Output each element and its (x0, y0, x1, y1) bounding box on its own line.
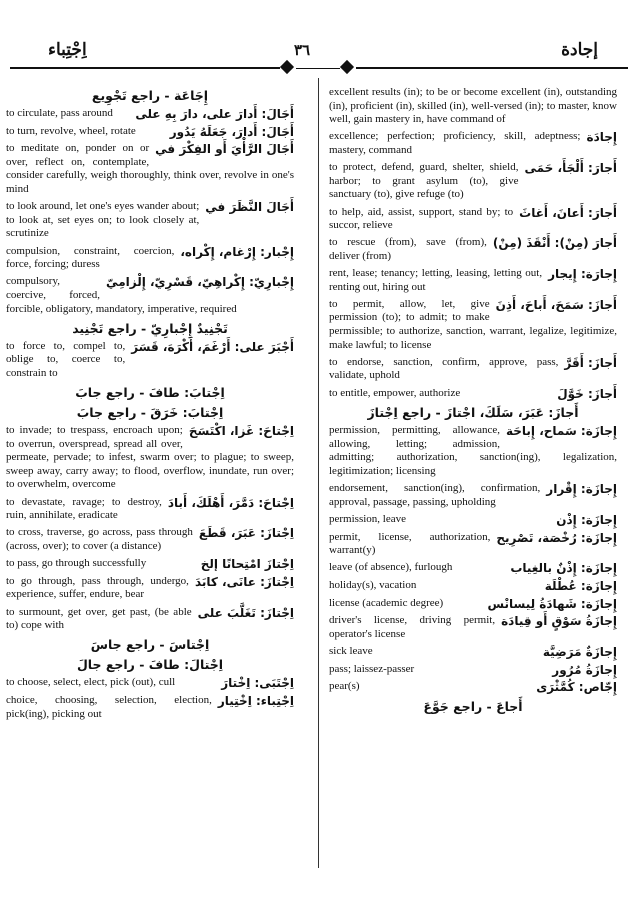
header-guide-word-left: اِجْتِباء (48, 40, 87, 59)
header-guide-word-right: إجادة (561, 40, 598, 59)
arabic-headword: إِجارَة: إِيجار (548, 267, 617, 282)
arabic-headword: إِجازَة: عُطْلَة (544, 578, 617, 593)
dictionary-entry (6, 200, 294, 241)
dictionary-entry (329, 267, 617, 294)
dictionary-entry (6, 575, 294, 602)
dictionary-entry (6, 496, 294, 523)
header-ornament-right (340, 60, 354, 74)
english-definition: excellent results (in); to be or become excellent (in), outstanding (in), proficient (in), skilled (in), well-versed (in); to master, know well, gain mastery in, have command of (329, 86, 617, 126)
english-definition: to look around, let one's eyes wander about; to look at, set eyes on; to look closely at, scrutinize (6, 200, 200, 240)
english-definition: to protect, defend, guard, shelter, shield, harbor; to grant asylum (to), give sanctuary (to), give refuge (to) (329, 161, 519, 201)
dictionary-entry (329, 424, 617, 478)
arabic-headword: أَجازَ: سَمَحَ، أَباحَ، أَذِنَ (495, 297, 617, 312)
dictionary-entry (6, 526, 294, 553)
arabic-headword: اِجْتاحَ: غَزا، اكْتَسَحَ (188, 424, 294, 439)
english-definition: permission, permitting, allowance, allowing, letting; admission, admitting; authorization, sanction(ing), legalization, legitimization; licensing (329, 424, 617, 477)
english-definition: driver's license, driving permit, operator's license (329, 614, 496, 640)
dictionary-entry (329, 513, 617, 527)
arabic-headword: إِجْبارِيّ: إِكْراهِيّ، قَسْرِيّ، إِلْزامِيّ (106, 275, 294, 290)
dictionary-entry (329, 482, 617, 509)
arabic-headword: أَجازَ: خَوَّلَ (557, 386, 617, 401)
dictionary-entry (6, 606, 294, 633)
arabic-headword: إِجازَة: إِقْرار (546, 482, 617, 497)
english-definition: to choose, select, elect, pick (out), cull (6, 676, 176, 689)
arabic-headword: إِجازَة: شَهادَةُ لِيسانْس (487, 596, 617, 611)
arabic-headword: أَجارَ: أَلْجَأَ، حَمَى (524, 161, 617, 176)
english-definition: to invade; to trespass, encroach upon; to overrun, overspread, spread all over, permeate, pervade; to infest, swarm over; to plague; to sweep, sweep away, carry away; to flood, overflow, inundate, run over; to overwhelm, overcome (6, 424, 294, 491)
arabic-headword: اِجْتازَ امْتِحانًا إلخ (200, 557, 294, 572)
header-rule-right (356, 67, 628, 69)
dictionary-entry (329, 130, 617, 157)
english-definition: compulsory, coercive, forced, forcible, obligatory, mandatory, imperative, required (6, 275, 237, 315)
english-definition: holiday(s), vacation (329, 578, 417, 591)
english-definition: compulsion, constraint, coercion, force, forcing; duress (6, 244, 175, 271)
cross-reference-headword: اِجْتابَ: طافَ - راجع جابَ (75, 385, 225, 401)
english-definition: to pass, go through successfully (6, 557, 147, 570)
arabic-headword: أَجْبَرَ على: أَرْغَمَ، أَكْرَهَ، قَسَرَ (131, 339, 294, 354)
english-definition: to surmount, get over, get past, (be able to) cope with (6, 605, 192, 632)
english-definition: sick leave (329, 644, 373, 657)
cross-reference-headword: اِجْتالَ: طافَ - راجع جالَ (76, 657, 224, 673)
arabic-headword: أَجَالَ الرَّأْيَ أَو الفِكْرَ في (155, 142, 294, 157)
cross-reference-headword: تَجْنِيدٌ إِجْبارِيّ - راجع تَجْنِيد (72, 320, 228, 336)
english-definition: to meditate on, ponder on or over, reflect on, contemplate, consider carefully, weigh thoroughly, think over, revolve in one's mind (6, 142, 294, 195)
english-definition: to cross, traverse, go across, pass through (across, over); to cover (a distance) (6, 526, 193, 552)
left-column (6, 86, 294, 725)
arabic-headword: اِجْتِباء: اِخْتِيار (217, 693, 294, 708)
dictionary-entry (6, 557, 294, 571)
dictionary-entry (6, 107, 294, 121)
arabic-headword: أَجَالَ: أَدارَ، جَعَلَهُ يَدُور (169, 124, 294, 139)
english-definition: choice, choosing, selection, election, pick(ing), picking out (6, 693, 212, 720)
dictionary-entry (329, 86, 617, 127)
header-rule-middle (296, 68, 340, 69)
arabic-headword: اِجْتازَ: عانَى، كابَدَ (194, 574, 294, 589)
english-definition: pass; laissez-passer (329, 662, 415, 675)
english-definition: to permit, allow, let, give permission (to); to admit; to make permissible; to authorize, sanction, warrant, legalize, legitimize, make lawful; to license (329, 297, 617, 351)
english-definition: endorsement, sanction(ing), confirmation, approval, passage, passing, upholding (329, 482, 541, 508)
dictionary-entry (6, 424, 294, 492)
right-column (329, 86, 617, 718)
arabic-headword: أَجَالَ: أَدارَ على، دارَ بِهِ على (135, 107, 294, 121)
arabic-headword: إِجْبار: إِرْغام، إِكْراه، (180, 244, 294, 259)
dictionary-entry (329, 356, 617, 383)
english-definition: to help, aid, assist, support, stand by; to succor, relieve (329, 205, 514, 232)
dictionary-entry (329, 206, 617, 233)
header-ornament-left (280, 60, 294, 74)
english-definition: rent, lease; tenancy; letting, leasing, letting out, renting out, hiring out (329, 267, 543, 293)
dictionary-entry (6, 340, 294, 381)
english-definition: to entitle, empower, authorize (329, 386, 461, 399)
english-definition: to devastate, ravage; to destroy, ruin, annihilate, eradicate (6, 495, 162, 522)
arabic-headword: إِجازَة: رُخْصَة، تَصْرِيح (496, 530, 617, 545)
dictionary-entry (329, 663, 617, 677)
dictionary-entry (329, 614, 617, 641)
cross-reference-headword: أَجاعَ - راجع جَوَّعَ (423, 698, 523, 714)
page-number: ٣٦ (294, 43, 311, 59)
header-rule-left (10, 67, 280, 69)
cross-reference-headword: اِجْتاسَ - راجع جاسَ (90, 637, 210, 653)
english-definition: leave (of absence), furlough (329, 561, 453, 574)
arabic-headword: إِجّاص: كُمَّثْرَى (536, 680, 617, 695)
arabic-headword: اِجْتَبَى: اِخْتارَ (221, 676, 294, 691)
arabic-headword: إِجازَةُ مُرُور (552, 662, 617, 677)
dictionary-entry (329, 161, 617, 202)
arabic-headword: إِجازَةُ سَوْقٍ أَو قِيادَة (501, 614, 617, 629)
arabic-headword: إِجادَة (586, 130, 617, 145)
english-definition: to endorse, sanction, confirm, approve, pass, validate, uphold (329, 355, 559, 382)
dictionary-entry (6, 125, 294, 139)
dictionary-entry (329, 645, 617, 659)
dictionary-entry (329, 236, 617, 263)
dictionary-entry (6, 142, 294, 196)
english-definition: to force to, compel to, oblige to, coerce to, constrain to (6, 339, 126, 379)
arabic-headword: اِجْتازَ: تَغَلَّبَ على (197, 605, 294, 620)
arabic-headword: أَجَالَ النَّظَرَ في (205, 200, 294, 215)
english-definition: license (academic degree) (329, 596, 444, 609)
english-definition: to go through, pass through, undergo, experience, suffer, endure, bear (6, 574, 189, 601)
english-definition: pear(s) (329, 680, 360, 693)
cross-reference-headword: أَجازَ: عَبَرَ، سَلَكَ، اجْتازَ - راجع اِجْتازَ (367, 405, 579, 421)
english-definition: to turn, revolve, wheel, rotate (6, 124, 136, 137)
english-definition: to circulate, pass around (6, 107, 113, 119)
dictionary-entry (6, 694, 294, 721)
column-divider (318, 78, 319, 868)
english-definition: permit, license, authorization, warrant(y) (329, 530, 491, 557)
english-definition: to rescue (from), save (from), deliver (from) (329, 236, 487, 262)
dictionary-entry (329, 579, 617, 593)
arabic-headword: إِجازَة: إِذْنٌ بالغِياب (510, 561, 617, 576)
cross-reference-headword: اِجْتابَ: خَرَقَ - راجع جابَ (76, 405, 224, 421)
arabic-headword: أَجارَ: أَعانَ، أَغاثَ (519, 205, 617, 220)
dictionary-entry (329, 298, 617, 352)
arabic-headword: أَجارَ (مِنْ): أَنْقَذَ (مِنْ) (492, 236, 617, 251)
dictionary-entry (6, 245, 294, 272)
arabic-headword: اِجْتازَ: عَبَرَ، قَطَعَ (198, 526, 294, 541)
dictionary-entry (6, 275, 294, 316)
dictionary-entry (329, 561, 617, 575)
english-definition: excellence; perfection; proficiency, skill, adeptness; mastery, command (329, 130, 581, 156)
dictionary-entry (329, 597, 617, 611)
arabic-headword: أَجازَ: أَقَرَّ (564, 355, 617, 370)
arabic-headword: إِجازَة: إِذْن (556, 512, 617, 527)
dictionary-entry (329, 387, 617, 401)
english-definition: permission, leave (329, 512, 406, 525)
arabic-headword: إِجازَة: سَماح، إِباحَة (505, 424, 617, 439)
arabic-headword: اِجْتاحَ: دَمَّرَ، أَهْلَكَ، أَبادَ (167, 495, 294, 510)
dictionary-entry (329, 680, 617, 694)
dictionary-entry (6, 676, 294, 690)
cross-reference-headword: إِجَاعَة - راجع تَجْوِيع (91, 88, 209, 103)
arabic-headword: إِجازَةٌ مَرَضِيَّة (542, 644, 617, 659)
dictionary-entry (329, 531, 617, 558)
